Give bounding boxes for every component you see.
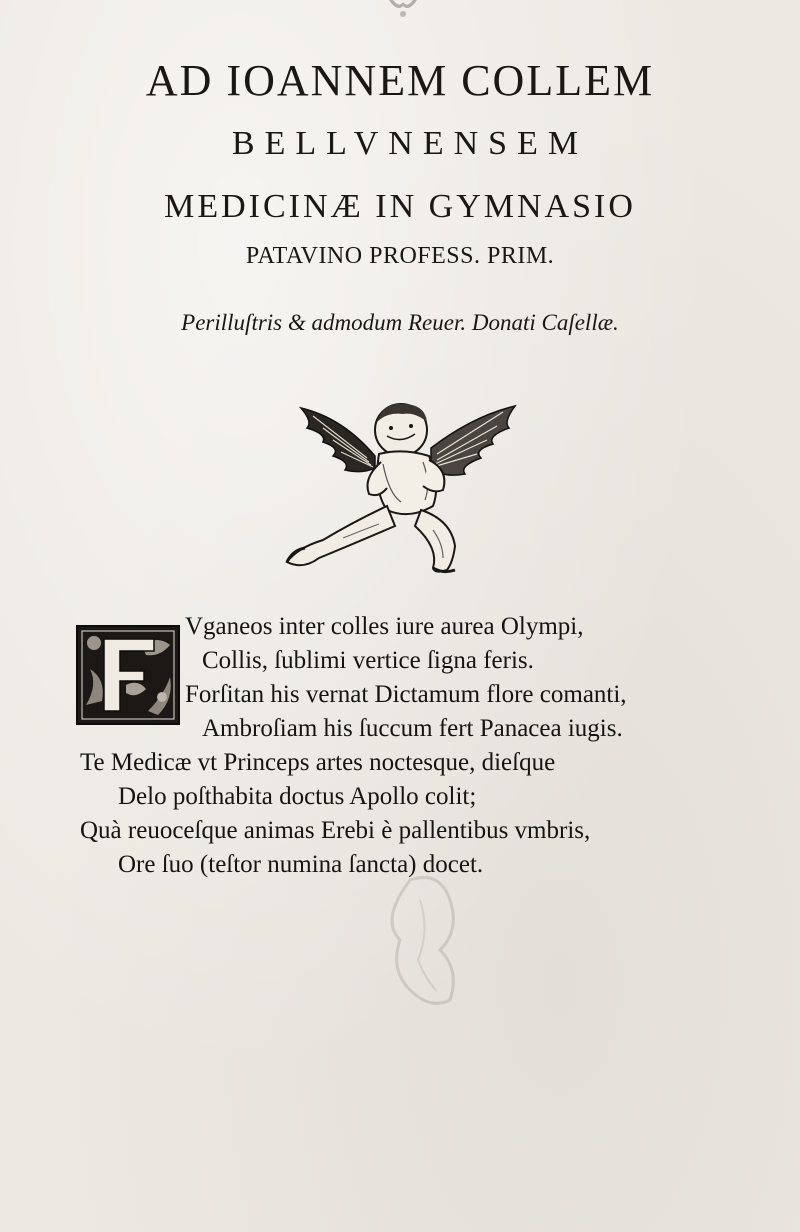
poem-line-6: Delo poſthabita doctus Apollo colit; [118,783,477,810]
title-line-1: AD IOANNEM COLLEM [145,56,655,105]
poem-line-3: Forſitan his vernat Dictamum flore comanti, [185,681,627,708]
printers-mark-show-through-icon [370,870,480,1010]
poem-line-7: Quà reuoceſque animas Erebi è pallentibus vmbris, [80,817,591,844]
poem-line-4: Ambroſiam his ſuccum fert Panacea iugis. [202,715,623,742]
title-line-4: PATAVINO PROFESS. PRIM. [245,243,555,269]
poem-line-5: Te Medicæ vt Princeps artes noctesque, dieſque [80,749,556,776]
poem-line-2: Collis, ſublimi vertice ſigna feris. [202,647,534,674]
cherub-woodcut-icon [283,398,519,576]
poem-line-8: Ore ſuo (teſtor numina ſancta) docet. [118,851,484,878]
title-line-3: MEDICINÆ IN GYMNASIO [164,188,636,225]
title-line-2: BELLVNENSEM [231,125,589,162]
poem-line-1: Vganeos inter colles iure aurea Olympi, [185,613,584,640]
decorated-initial [76,625,180,725]
decorated-initial-icon [76,625,180,725]
dedication-line: Perilluſtris & admodum Reuer. Donati Caſellæ. [181,310,619,335]
top-ornament-icon [383,0,423,22]
